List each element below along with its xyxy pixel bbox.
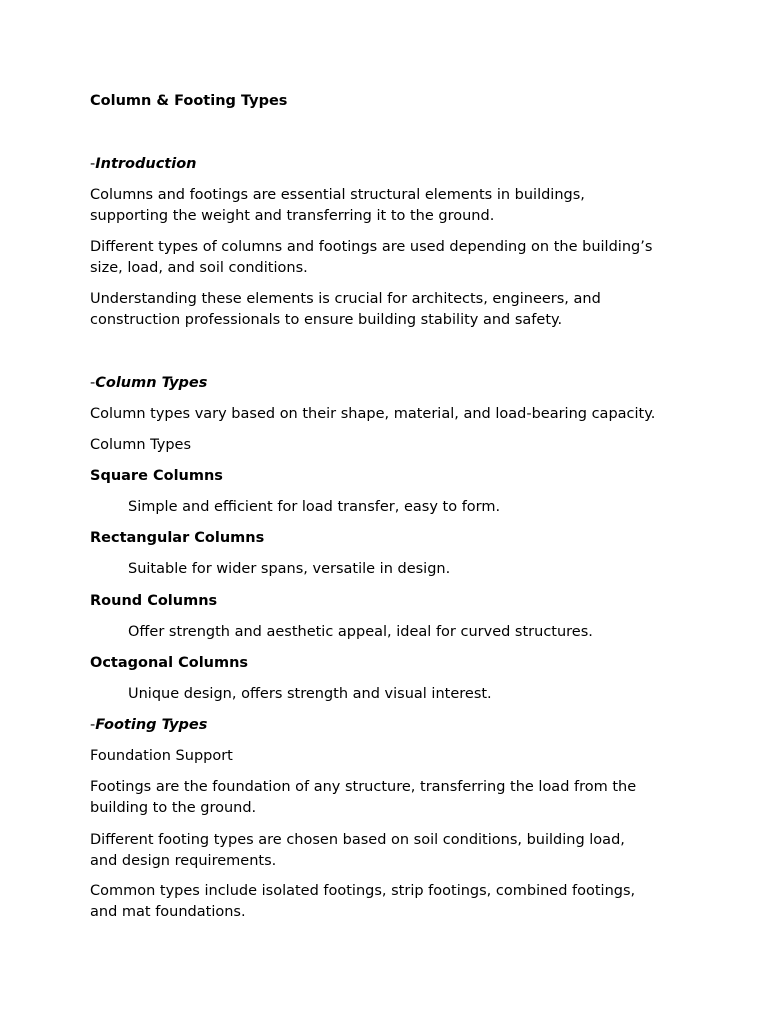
column-type-description: Suitable for wider spans, versatile in design. (128, 561, 451, 577)
column-type-description: Unique design, offers strength and visual interest. (128, 686, 492, 702)
column-type-name: Round Columns (90, 593, 218, 609)
footing-types-heading-text: Footing Types (95, 717, 208, 733)
heading-dash: - (90, 156, 96, 172)
column-types-heading (90, 373, 207, 394)
footing-types-heading (90, 715, 207, 736)
heading-dash: - (90, 717, 96, 733)
column-type-name: Rectangular Columns (90, 530, 265, 546)
introduction-heading (90, 154, 196, 175)
intro-paragraph-1-line-1: Columns and footings are essential structural elements in buildings, (90, 187, 585, 203)
heading-dash: - (90, 375, 96, 391)
intro-paragraph-2-line-1: Different types of columns and footings are used depending on the building’s (90, 239, 653, 255)
footing-types-subtitle: Foundation Support (90, 748, 233, 764)
column-type-description: Offer strength and aesthetic appeal, ideal for curved structures. (128, 624, 593, 640)
footing-paragraph-3-line-2: and mat foundations. (90, 904, 246, 920)
column-type-description: Simple and efficient for load transfer, easy to form. (128, 499, 501, 515)
column-types-subtitle: Column Types (90, 437, 191, 453)
column-type-name: Octagonal Columns (90, 655, 249, 671)
column-type-name: Square Columns (90, 468, 223, 484)
document-title: Column & Footing Types (90, 93, 288, 109)
introduction-heading-text: Introduction (95, 156, 197, 172)
column-types-intro: Column types vary based on their shape, material, and load-bearing capacity. (90, 406, 656, 422)
footing-paragraph-2-line-1: Different footing types are chosen based on soil conditions, building load, (90, 832, 625, 848)
intro-paragraph-3-line-1: Understanding these elements is crucial for architects, engineers, and (90, 291, 601, 307)
footing-paragraph-2-line-2: and design requirements. (90, 853, 277, 869)
intro-paragraph-1-line-2: supporting the weight and transferring it to the ground. (90, 208, 495, 224)
intro-paragraph-3-line-2: construction professionals to ensure building stability and safety. (90, 312, 563, 328)
document-page (90, 0, 690, 1024)
intro-paragraph-2-line-2: size, load, and soil conditions. (90, 260, 308, 276)
footing-paragraph-3-line-1: Common types include isolated footings, strip footings, combined footings, (90, 883, 636, 899)
footing-paragraph-1-line-2: building to the ground. (90, 800, 257, 816)
footing-paragraph-1-line-1: Footings are the foundation of any structure, transferring the load from the (90, 779, 637, 795)
column-types-heading-text: Column Types (95, 375, 208, 391)
